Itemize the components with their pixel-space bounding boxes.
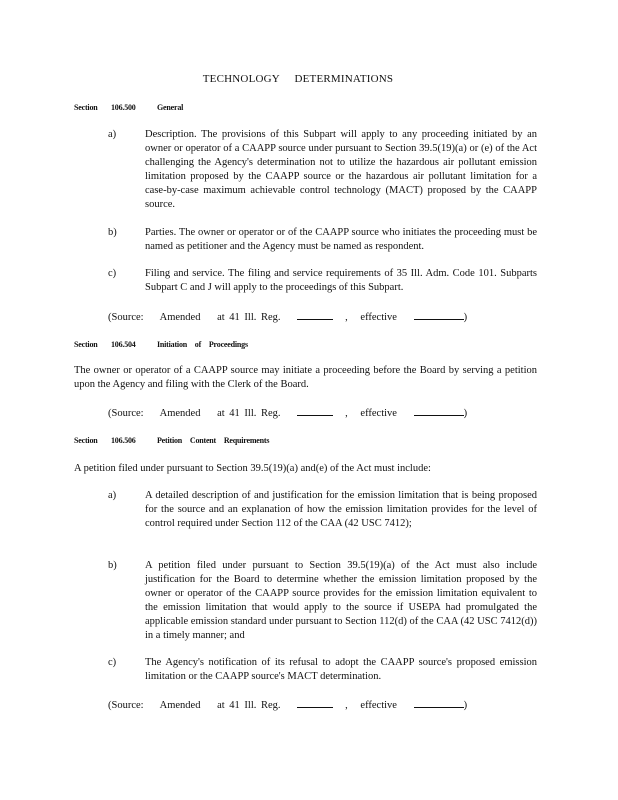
register-blank — [297, 406, 333, 416]
section-word: Section — [74, 103, 98, 112]
register-blank — [297, 698, 333, 708]
section-number: 106.500 — [111, 103, 136, 112]
source-note: (Source: Amended at 41 Ill. Reg. , effective ) — [108, 312, 468, 323]
subsection-text: Parties. The owner or operator or of the CAAPP source who initiates the proceeding must be named as petitioner and the Agency must be named as respondent. — [145, 227, 537, 252]
section-name: Petition Content Requirements — [157, 436, 270, 445]
source-close: ) — [463, 312, 468, 323]
page-title: TECHNOLOGY DETERMINATIONS — [202, 73, 394, 85]
section-heading-106-506 — [74, 436, 270, 445]
effective-blank — [414, 698, 464, 708]
source-amended: Amended — [159, 312, 201, 323]
subsection-text: A petition filed under pursuant to Section 39.5(19)(a) of the Act must also include justification for the Board to determine whether the emission limitation proposed by the owner or operator of the CAAPP source provides for the emission limitation equivalent to the emission limitation that would apply to the source if USEPA had promulgated the applicable emission standard under pursuant to Section 112(d) of the CAA (42 USC 7412(d)) in a timely manner; and — [145, 560, 537, 641]
section-number: 106.504 — [111, 340, 136, 349]
subsection-label: b) — [108, 560, 117, 571]
source-label: (Source: — [108, 312, 144, 323]
source-note: (Source: Amended at 41 Ill. Reg. , effective ) — [108, 408, 468, 419]
register-blank — [297, 310, 333, 320]
source-close: ) — [463, 700, 468, 711]
source-amended: Amended — [159, 408, 201, 419]
subsection-label: c) — [108, 268, 117, 279]
source-register: at 41 Ill. Reg. — [217, 700, 281, 711]
section-506-intro: A petition filed under pursuant to Section 39.5(19)(a) and(e) of the Act must include: — [74, 463, 431, 474]
subsection-text: Description. The provisions of this Subpart will apply to any proceeding initiated by an owner or operator of a CAAPP source under pursuant to Section 39.5(19)(a) or (e) of the Act challenging the Agency's determination not to utilize the hazardous air pollutant emission limitation proposed by the CAAPP source or the hazardous air pollutant limitation for a case-by-case maximum achievable control technology (MACT) proposed by the CAAPP source. — [145, 129, 537, 210]
source-label: (Source: — [108, 700, 144, 711]
source-note: (Source: Amended at 41 Ill. Reg. , effective ) — [108, 700, 468, 711]
source-effective: effective — [360, 700, 397, 711]
section-heading-106-500 — [74, 103, 184, 112]
section-name: General — [157, 103, 184, 112]
source-amended: Amended — [159, 700, 201, 711]
source-effective: effective — [360, 408, 397, 419]
section-504-text: The owner or operator of a CAAPP source may initiate a proceeding before the Board by serving a petition upon the Agency and filing with the Clerk of the Board. — [74, 365, 537, 390]
source-register: at 41 Ill. Reg. — [217, 312, 281, 323]
source-register: at 41 Ill. Reg. — [217, 408, 281, 419]
section-number: 106.506 — [111, 436, 136, 445]
effective-blank — [414, 310, 464, 320]
section-word: Section — [74, 340, 98, 349]
section-word: Section — [74, 436, 98, 445]
subsection-label: c) — [108, 657, 117, 668]
source-effective: effective — [360, 312, 397, 323]
subsection-label: b) — [108, 227, 117, 238]
effective-blank — [414, 406, 464, 416]
source-label: (Source: — [108, 408, 144, 419]
section-name: Initiation of Proceedings — [157, 340, 248, 349]
subsection-label: a) — [108, 129, 117, 140]
source-close: ) — [463, 408, 468, 419]
subsection-text: A detailed description of and justification for the emission limitation that is being proposed for the source and an explanation of how the emission limitation provides for the level of control required under Section 112 of the CAA (42 USC 7412); — [145, 490, 537, 529]
subsection-text: The Agency's notification of its refusal to adopt the CAAPP source's proposed emission limitation or the CAAPP source's MACT determination. — [145, 657, 537, 682]
section-heading-106-504 — [74, 340, 248, 349]
subsection-text: Filing and service. The filing and service requirements of 35 Ill. Adm. Code 101. Subparts Subpart C and J will apply to the proceedings of this Subpart. — [145, 268, 537, 293]
subsection-label: a) — [108, 490, 117, 501]
